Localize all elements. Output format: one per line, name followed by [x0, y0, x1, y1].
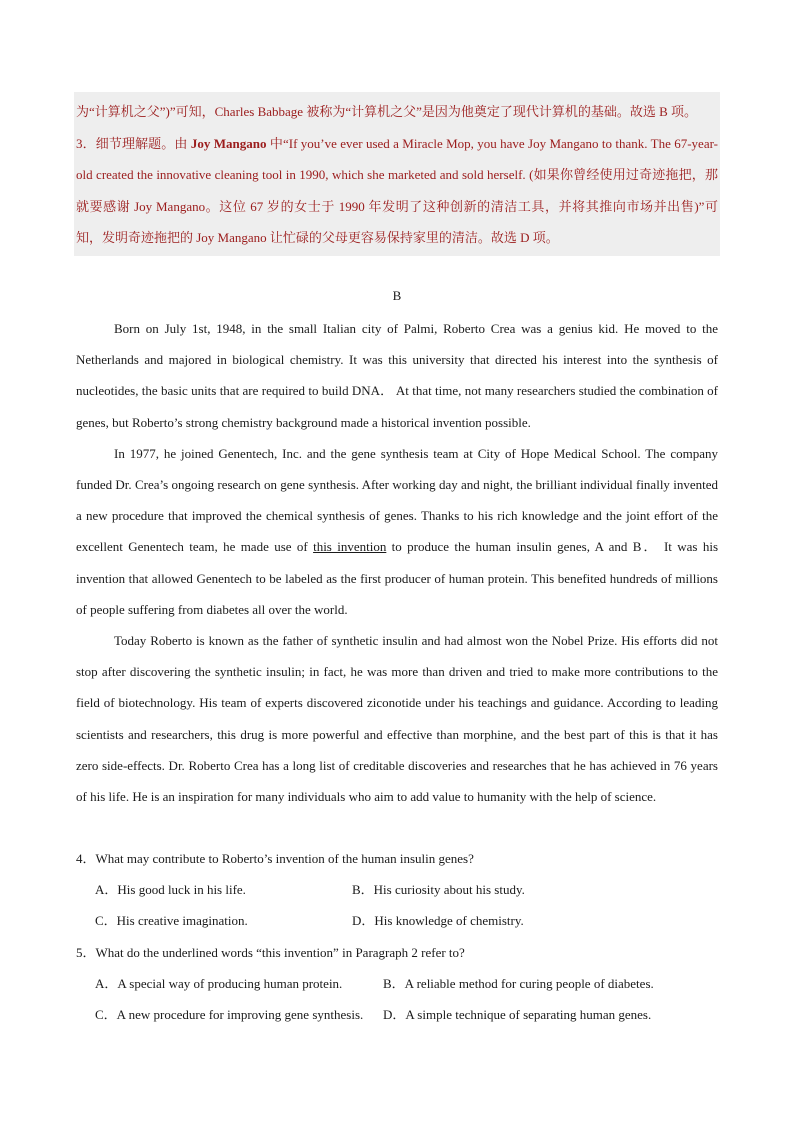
- question-4-option-d[interactable]: D．His knowledge of chemistry.: [352, 913, 524, 929]
- question-5-option-b[interactable]: B．A reliable method for curing people of diabetes.: [383, 975, 654, 991]
- question-5-stem: 5．What do the underlined words “this invention” in Paragraph 2 refer to?: [76, 944, 465, 960]
- passage-paragraph-2: [76, 438, 718, 625]
- underlined-words: this invention: [313, 539, 387, 555]
- paragraph-2-after: to produce the human insulin genes, A and B． It was his invention that allowed Genentech to be labeled as the first producer of human protein. This benefited hundreds of millions of people suffering from diabetes all over the world.: [76, 539, 719, 617]
- paragraph-2-before: In 1977, he joined Genentech, Inc. and the gene synthesis team at City of Hope Medical School. The company funded Dr. Crea’s ongoing research on gene synthesis. After working day and night, the brilliant individual finally invented a new procedure that improved the chemical synthesis of genes. Thanks to his rich knowledge and the joint effort of the excellent Genentech team, he made use of: [76, 445, 718, 555]
- question-5-options-row-2: [76, 999, 718, 1030]
- answer-explanation-box: [74, 92, 720, 256]
- passage-paragraph-3: Today Roberto is known as the father of synthetic insulin and had almost won the Nobel Prize. His efforts did not stop after discovering the synthetic insulin; in fact, he was more than driven and tried to make more contributions to the field of biotechnology. His team of experts discovered ziconotide under his teachings and guidance. According to leading scientists and researchers, this drug is more powerful and effective than morphine, and the best part of this is that it has zero side-effects. Dr. Roberto Crea has a long list of creditable discoveries and researches that he has achieved in 76 years of his life. He is an inspiration for many individuals who aim to add value to humanity with the help of science.: [76, 633, 718, 805]
- question-5-option-d[interactable]: D．A simple technique of separating human genes.: [383, 1007, 652, 1023]
- answer-line-q2-conclusion: 为“计算机之父”)”可知，Charles Babbage 被称为“计算机之父”是因为他奠定了现代计算机的基础。故选 B 项。: [76, 104, 698, 119]
- question-5: [76, 937, 718, 1031]
- section-letter: B: [392, 288, 402, 303]
- q3-explanation: 中“If you’ve ever used a Miracle Mop, you have Joy Mangano to thank. The 67-year-old created the innovative cleaning tool in 1990, which she marketed and sold herself. (如果你曾经使用过奇迹拖把，那就要感谢 Joy Mangano。这位 67 岁的女士于 1990 年发明了这种创新的清洁工具，并将其推向市场并出售)”可知，发明奇迹拖把的 Joy Mangano 让忙碌的父母更容易保持家里的清洁。故选 D 项。: [76, 135, 718, 245]
- question-4-options-row-1: [76, 874, 718, 905]
- question-4-option-c[interactable]: C．His creative imagination.: [95, 913, 248, 929]
- question-5-option-c[interactable]: C．A new procedure for improving gene synthesis.: [95, 1007, 364, 1023]
- question-5-options-row-1: [76, 968, 718, 999]
- question-4: [76, 843, 718, 937]
- q3-prefix: 3．细节理解题。由: [76, 135, 191, 151]
- question-4-option-a[interactable]: A．His good luck in his life.: [95, 882, 246, 898]
- q3-bold-name: Joy Mangano: [190, 135, 267, 151]
- question-list: [76, 843, 718, 1030]
- question-4-option-b[interactable]: B．His curiosity about his study.: [352, 882, 525, 898]
- answer-line-q3: [74, 128, 720, 254]
- question-4-options-row-2: [76, 905, 718, 936]
- passage-paragraph-1: Born on July 1st, 1948, in the small Italian city of Palmi, Roberto Crea was a genius kid. He moved to the Netherlands and majored in biological chemistry. It was this university that directed his interest into the synthesis of nucleotides, the basic units that are required to build DNA． At that time, not many researchers studied the combination of genes, but Roberto’s strong chemistry background made a historical invention possible.: [76, 321, 718, 430]
- reading-passage: [76, 313, 718, 812]
- question-5-option-a[interactable]: A．A special way of producing human protein.: [95, 975, 343, 991]
- question-4-stem: 4．What may contribute to Roberto’s invention of the human insulin genes?: [76, 851, 474, 866]
